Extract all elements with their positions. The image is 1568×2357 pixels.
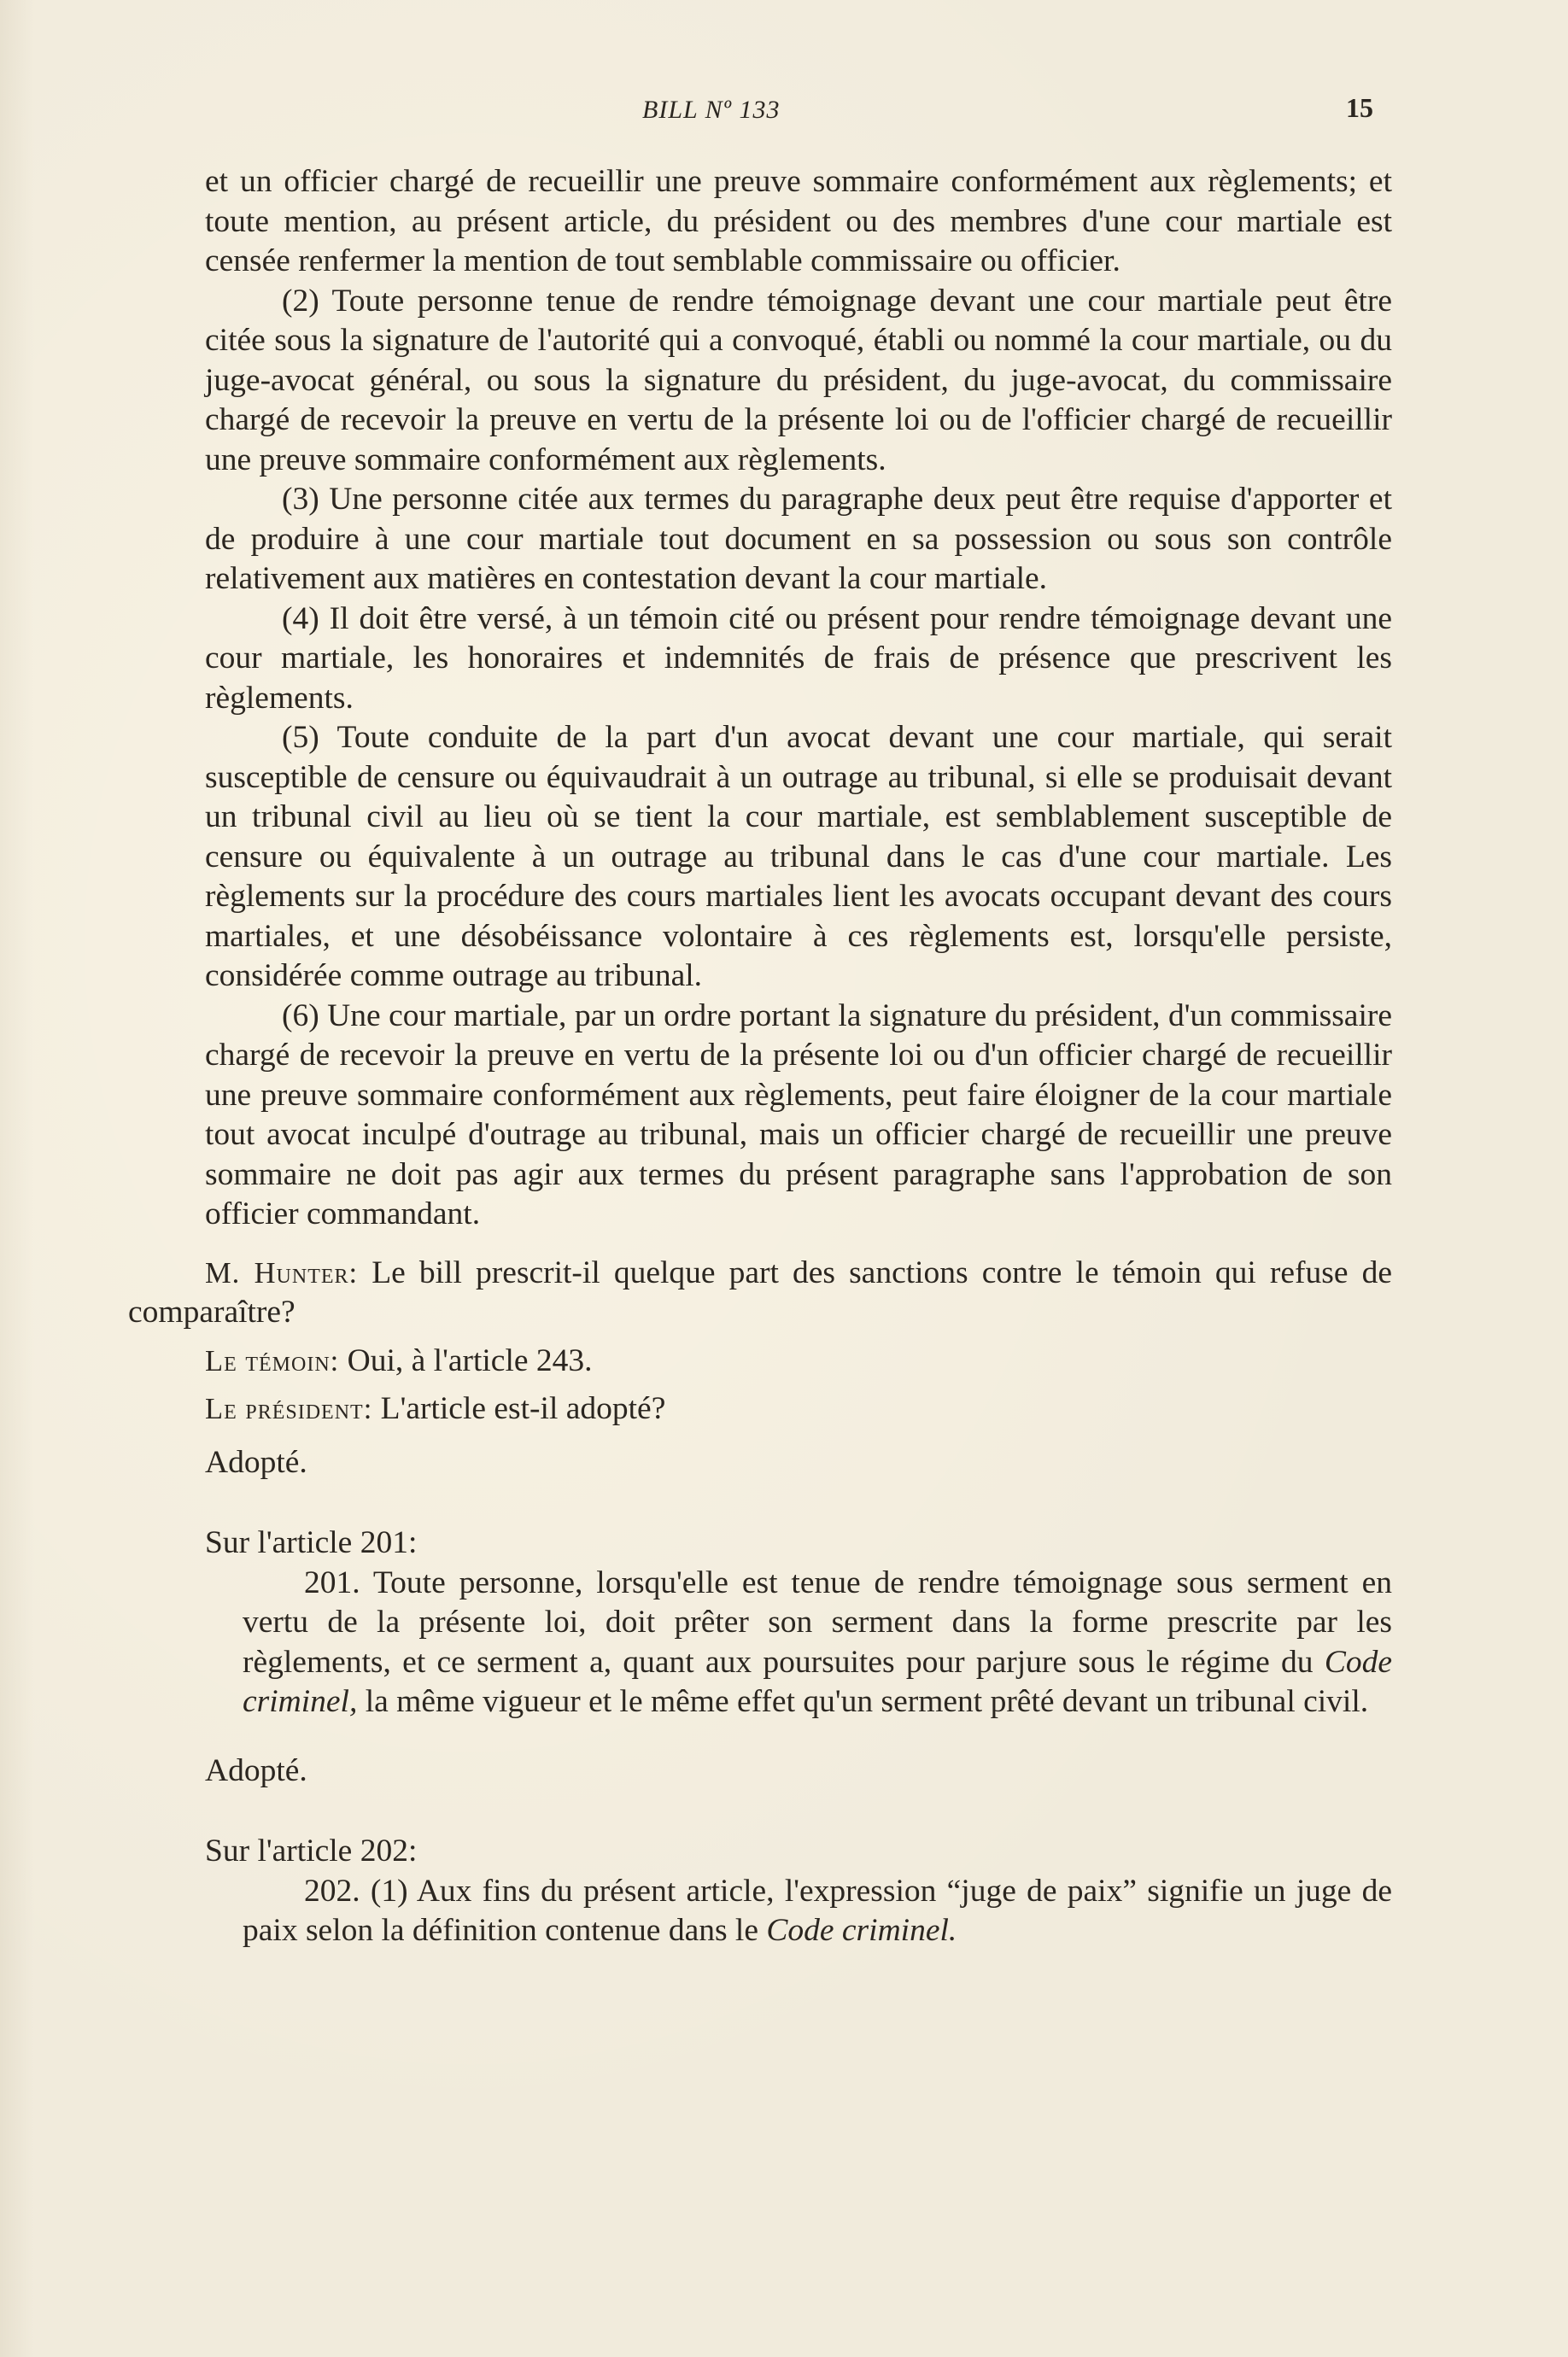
running-title: BILL Nº 133 xyxy=(642,96,781,124)
article-201-body-b: la même vigueur et le même effet qu'un serment prêté devant un tribunal civil. xyxy=(365,1684,1369,1719)
article-201-heading: Sur l'article 201: xyxy=(205,1525,418,1560)
speech-president xyxy=(205,1389,1392,1430)
hunter-question: Le bill prescrit-il quelque part des sanctions contre le témoin qui refuse de comparaître? xyxy=(128,1255,1393,1330)
adopted-note-2: Adopté. xyxy=(205,1752,307,1788)
page-body xyxy=(128,162,1393,1951)
article-201-body-a: 201. Toute personne, lorsqu'elle est tenue de rendre témoignage sous serment en vertu de la présente loi, doit prêter son serment dans la forme prescrite par les règlements, et ce serment a, quant aux poursuites pour parjure sous le régime du xyxy=(243,1565,1392,1680)
president-question: L'article est-il adopté? xyxy=(380,1391,666,1426)
subsection-5: (5) Toute conduite de la part d'un avocat devant une cour martiale, qui serait susceptible de censure ou équivaudrait à un outrage au tribunal, si elle se produisait devant un tribunal civil au lieu où se tient la cour martiale, est semblablement susceptible de censure ou équivalente à un outrage au tribunal dans le cas d'une cour martiale. Les règlements sur la procédure des cours martiales lient les avocats occupant devant des cours martiales, et une désobéissance volontaire à ces règlements est, lorsqu'elle persiste, considérée comme outrage au tribunal. xyxy=(205,720,1392,993)
speaker-hunter: M. Hunter: xyxy=(205,1256,359,1290)
subsection-2: (2) Toute personne tenue de rendre témoignage devant une cour martiale peut être citée sous la signature de l'autorité qui a convoqué, établi ou nommé la cour martiale, ou du juge-avocat général, ou sous la signature du président, du juge-avocat, du commissaire chargé de recevoir la preuve en vertu de la présente loi ou de l'officier chargé de recueillir une preuve sommaire conformément aux règlements. xyxy=(205,283,1392,477)
page-number: 15 xyxy=(1346,92,1373,123)
adopted-note-1: Adopté. xyxy=(205,1444,307,1480)
paragraph-continued: et un officier chargé de recueillir une preuve sommaire conformément aux règlements; et toute mention, au présent article, du président ou des membres d'une cour martiale est censée renfermer la mention de tout semblable commissaire ou officier. xyxy=(205,164,1392,278)
speaker-president: Le président: xyxy=(205,1393,373,1425)
subsection-3: (3) Une personne citée aux termes du paragraphe deux peut être requise d'apporter et de produire à une cour martiale tout document en sa possession ou sous son contrôle relativement aux matières en contestation devant la cour martiale. xyxy=(205,482,1392,596)
article-202-heading: Sur l'article 202: xyxy=(205,1834,418,1869)
article-202-text xyxy=(243,1872,1392,1951)
article-202-body-a: 202. (1) Aux fins du présent article, l'expression “juge de paix” signifie un juge de paix selon la définition contenue dans le xyxy=(243,1873,1392,1948)
subsection-4: (4) Il doit être versé, à un témoin cité ou présent pour rendre témoignage devant une cour martiale, les honoraires et indemnités de frais de présence que prescrivent les règlements. xyxy=(205,600,1392,716)
speaker-witness: Le témoin: xyxy=(205,1344,340,1377)
article-201-text xyxy=(243,1564,1392,1722)
article-201-citation: Code criminel, xyxy=(243,1644,1393,1719)
witness-answer: Oui, à l'article 243. xyxy=(347,1342,593,1378)
subsection-6: (6) Une cour martiale, par un ordre portant la signature du président, d'un commissaire chargé de recevoir la preuve en vertu de la présente loi ou d'un officier chargé de recueillir une preuve sommaire conformément aux règlements, peut faire éloigner de la cour martiale tout avocat inculpé d'outrage au tribunal, mais un officier chargé de recueillir une preuve sommaire ne doit pas agir aux termes du présent paragraphe sans l'approbation de son officier commandant. xyxy=(205,997,1392,1231)
speech-witness xyxy=(205,1342,1392,1382)
article-202-citation: Code criminel. xyxy=(766,1913,957,1948)
page-header xyxy=(0,89,1568,140)
speech-hunter xyxy=(128,1254,1392,1333)
